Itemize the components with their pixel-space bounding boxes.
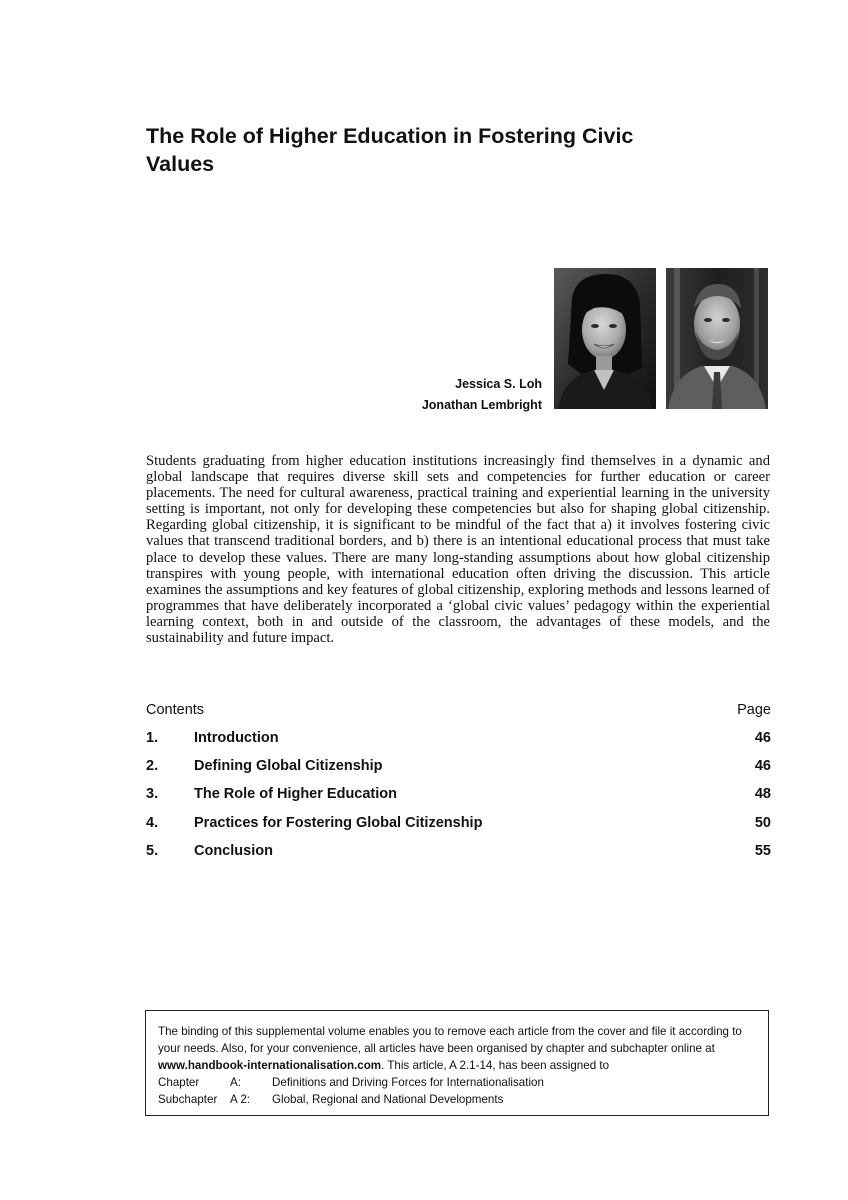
author-photo-woman — [554, 268, 656, 409]
toc-label: The Role of Higher Education — [194, 786, 398, 803]
author-name: Jessica S. Loh — [455, 377, 542, 391]
toc-number: 5. — [146, 842, 159, 859]
subchapter-label: Subchapter — [158, 1093, 218, 1106]
toc-number: 3. — [146, 786, 159, 803]
notice-text-after: . This article, A 2.1-14, has been assigned to — [381, 1059, 610, 1072]
website-link[interactable]: www.handbook-internationalisation.com — [158, 1059, 382, 1072]
toc-number: 4. — [146, 814, 159, 831]
author-list — [422, 374, 542, 416]
page-heading: Page — [737, 702, 771, 718]
notice-text-before: The binding of this supplemental volume enables you to remove each article from the cover and file it according to your needs. Also, for your convenience, all articles have been organised by chapter and subchapter online at — [158, 1025, 742, 1055]
toc-entry[interactable] — [146, 758, 771, 786]
toc-label: Conclusion — [194, 842, 273, 859]
author-photo-man — [666, 268, 768, 409]
chapter-row — [158, 1074, 756, 1091]
toc-entry[interactable] — [146, 843, 771, 871]
toc-number: 1. — [146, 730, 159, 746]
binding-notice-box — [145, 1010, 769, 1116]
chapter-label: Chapter — [158, 1076, 200, 1089]
toc-page: 46 — [754, 730, 771, 746]
subchapter-name: Global, Regional and National Developments — [272, 1093, 504, 1106]
binding-notice-text — [158, 1023, 756, 1074]
toc-page: 50 — [754, 814, 771, 831]
toc-label: Defining Global Citizenship — [194, 758, 383, 775]
toc-entry[interactable] — [146, 786, 771, 814]
toc-page: 48 — [754, 786, 771, 803]
toc-number: 2. — [146, 758, 159, 775]
toc-label: Introduction — [194, 730, 279, 746]
subchapter-code: A 2: — [230, 1093, 250, 1106]
toc-entry[interactable] — [146, 815, 771, 843]
contents-header — [146, 702, 771, 718]
author-name: Jonathan Lembright — [421, 398, 542, 412]
chapter-code: A: — [230, 1076, 241, 1089]
article-title: The Role of Higher Education in Fostering Civic Values — [146, 124, 634, 176]
contents-heading: Contents — [146, 702, 205, 718]
table-of-contents — [146, 730, 771, 871]
subchapter-row — [158, 1091, 756, 1108]
toc-entry[interactable] — [146, 730, 771, 758]
toc-label: Practices for Fostering Global Citizenship — [194, 814, 483, 831]
abstract: Students graduating from higher education institutions increasingly find themselves in a dynamic and global landscape that requires diverse skill sets and competencies for further education or career placements. The need for cultural awareness, practical training and experiential learning in the university setting is important, not only for developing these competencies but also for shaping global citizenship. Regarding global citizenship, it is significant to be mindful of the fact that a) it involves fostering civic values that transcend traditional borders, and b) there is an intentional educational process that must take place to develop these values. There are many long-standing assumptions about how global citizenship transpires with young people, with international education often driving the discussion. This article examines the assumptions and key features of global citizenship, exploring methods and lessons learned of programmes that have deliberately incorporated a ‘global civic values’ pedagogy within the experiential learning context, both in and outside of the classroom, the advantages of these models, and the sustainability and future impact. — [146, 453, 770, 647]
toc-page: 55 — [754, 842, 771, 859]
toc-page: 46 — [754, 758, 771, 775]
chapter-name: Definitions and Driving Forces for Internationalisation — [272, 1076, 544, 1089]
